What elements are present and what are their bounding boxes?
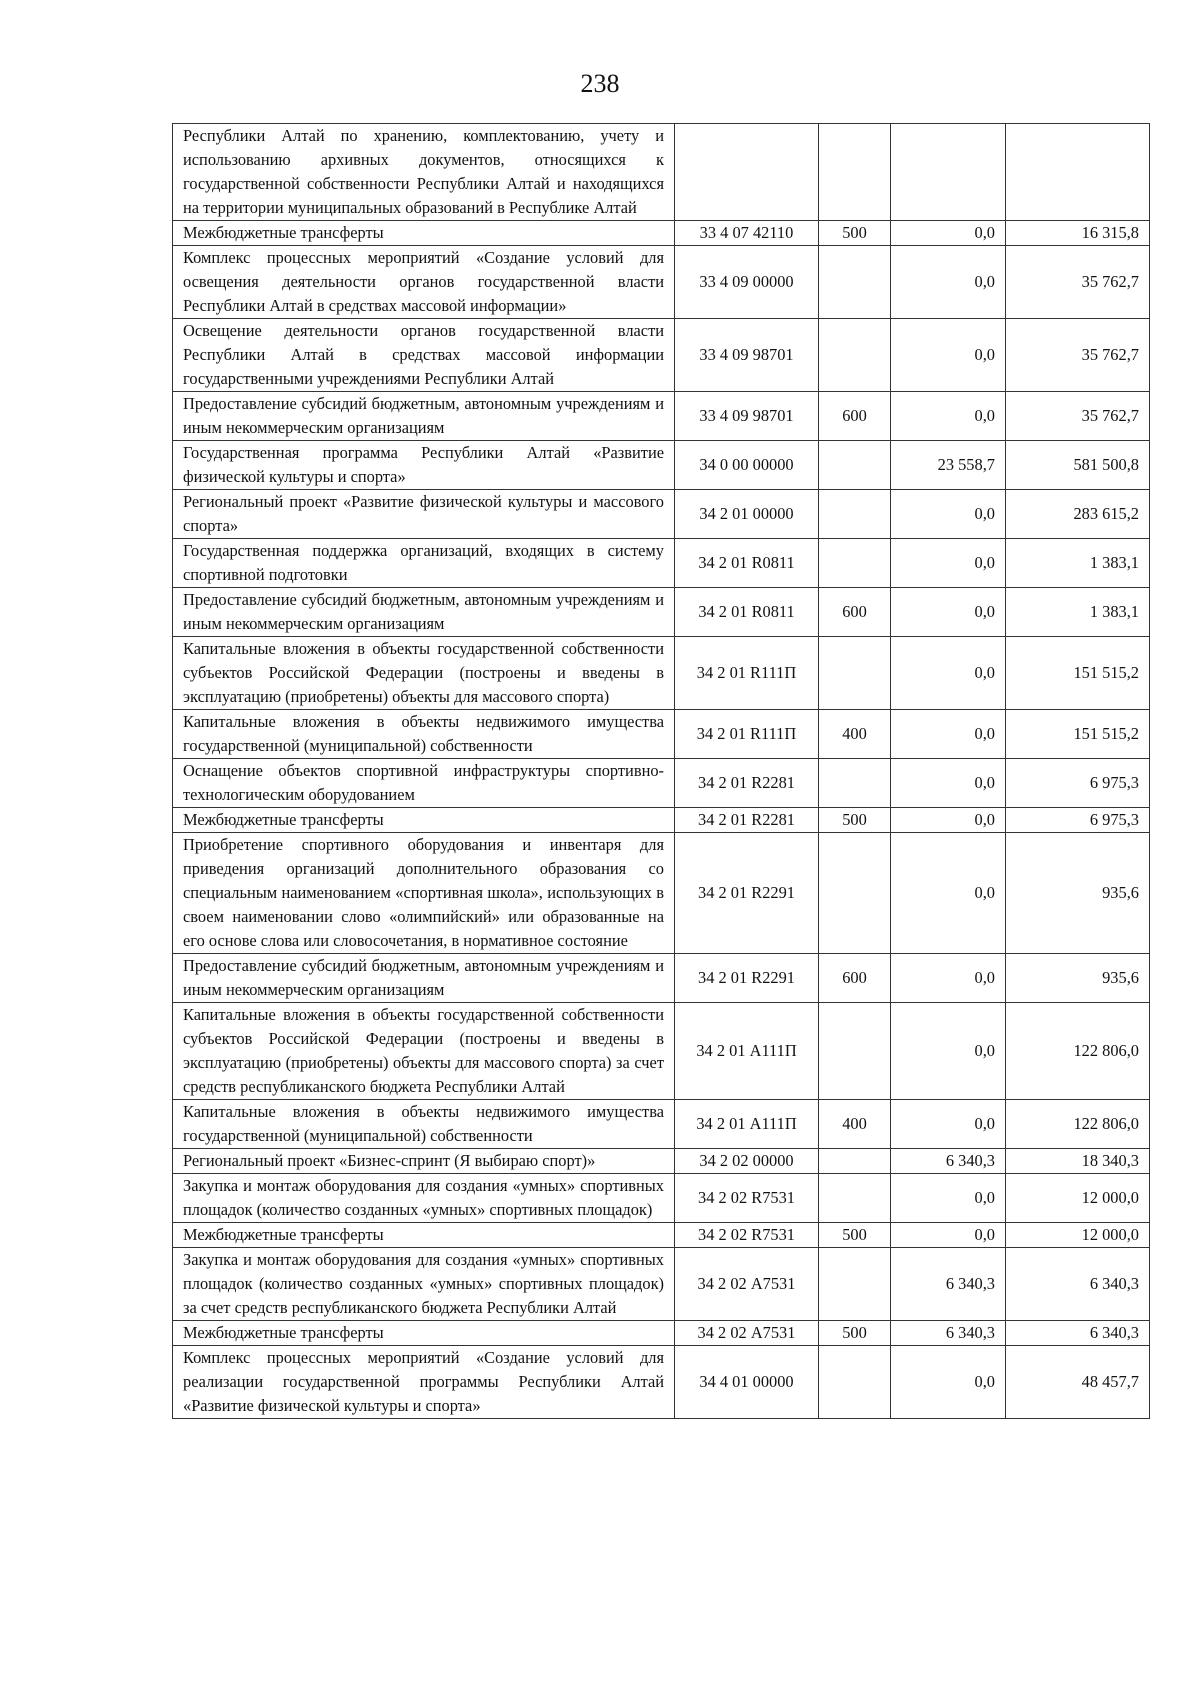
row-amount-1-cell: 0,0 [891, 954, 1006, 1003]
row-name-cell: Предоставление субсидий бюджетным, автономным учреждениям и иным некоммерческим организациям [173, 588, 675, 637]
row-amount-1-cell: 0,0 [891, 759, 1006, 808]
row-amount-1-cell: 23 558,7 [891, 441, 1006, 490]
row-code-cell: 33 4 07 42110 [675, 221, 819, 246]
row-amount-2-cell: 283 615,2 [1006, 490, 1150, 539]
table-row [173, 319, 1150, 392]
row-amount-2-cell: 935,6 [1006, 954, 1150, 1003]
row-amount-2-cell: 122 806,0 [1006, 1003, 1150, 1100]
row-expense-type-cell: 600 [819, 392, 891, 441]
row-expense-type-cell [819, 1248, 891, 1321]
row-amount-2-cell: 16 315,8 [1006, 221, 1150, 246]
table-row [173, 490, 1150, 539]
table-row [173, 759, 1150, 808]
page-number: 238 [580, 69, 620, 98]
row-amount-2-cell: 18 340,3 [1006, 1149, 1150, 1174]
row-amount-1-cell: 6 340,3 [891, 1149, 1006, 1174]
row-code-cell: 34 2 02 А7531 [675, 1248, 819, 1321]
row-expense-type-cell [819, 637, 891, 710]
table-row [173, 1003, 1150, 1100]
row-amount-2-cell: 35 762,7 [1006, 319, 1150, 392]
row-expense-type-cell: 500 [819, 1321, 891, 1346]
row-code-cell: 34 0 00 00000 [675, 441, 819, 490]
row-amount-2-cell: 1 383,1 [1006, 539, 1150, 588]
row-name-cell: Межбюджетные трансферты [173, 1321, 675, 1346]
row-name-cell: Закупка и монтаж оборудования для создания «умных» спортивных площадок (количество созданных «умных» спортивных площадок) за счет средств республиканского бюджета Республики Алтай [173, 1248, 675, 1321]
row-code-cell: 33 4 09 98701 [675, 319, 819, 392]
table-row [173, 1248, 1150, 1321]
row-amount-1-cell: 6 340,3 [891, 1248, 1006, 1321]
row-amount-2-cell: 35 762,7 [1006, 392, 1150, 441]
row-name-cell: Капитальные вложения в объекты недвижимого имущества государственной (муниципальной) собственности [173, 1100, 675, 1149]
row-name-cell: Закупка и монтаж оборудования для создания «умных» спортивных площадок (количество созданных «умных» спортивных площадок) [173, 1174, 675, 1223]
row-amount-1-cell: 0,0 [891, 1100, 1006, 1149]
row-expense-type-cell: 500 [819, 221, 891, 246]
table-row [173, 954, 1150, 1003]
row-amount-2-cell: 1 383,1 [1006, 588, 1150, 637]
row-code-cell: 34 2 01 R0811 [675, 588, 819, 637]
row-code-cell: 34 2 01 R111П [675, 710, 819, 759]
table-row [173, 221, 1150, 246]
table-row [173, 637, 1150, 710]
budget-table-body [173, 124, 1150, 1419]
row-expense-type-cell: 600 [819, 954, 891, 1003]
table-row [173, 392, 1150, 441]
row-expense-type-cell [819, 1174, 891, 1223]
table-row [173, 441, 1150, 490]
row-expense-type-cell [819, 1003, 891, 1100]
row-name-cell: Межбюджетные трансферты [173, 221, 675, 246]
row-amount-1-cell: 0,0 [891, 1003, 1006, 1100]
row-expense-type-cell [819, 1346, 891, 1419]
row-amount-2-cell: 12 000,0 [1006, 1174, 1150, 1223]
row-expense-type-cell: 600 [819, 588, 891, 637]
row-code-cell: 34 2 01 R0811 [675, 539, 819, 588]
row-code-cell: 34 2 01 R111П [675, 637, 819, 710]
row-code-cell: 34 2 02 R7531 [675, 1174, 819, 1223]
row-amount-1-cell: 0,0 [891, 221, 1006, 246]
table-row [173, 833, 1150, 954]
row-expense-type-cell [819, 441, 891, 490]
row-expense-type-cell [819, 246, 891, 319]
row-amount-1-cell: 0,0 [891, 246, 1006, 319]
row-name-cell: Региональный проект «Развитие физической культуры и массового спорта» [173, 490, 675, 539]
table-row [173, 124, 1150, 221]
row-code-cell: 34 2 01 R2291 [675, 833, 819, 954]
row-code-cell: 34 2 01 00000 [675, 490, 819, 539]
row-name-cell: Межбюджетные трансферты [173, 808, 675, 833]
row-amount-2-cell: 6 340,3 [1006, 1321, 1150, 1346]
table-row [173, 246, 1150, 319]
row-amount-1-cell [891, 124, 1006, 221]
row-amount-1-cell: 0,0 [891, 1174, 1006, 1223]
row-amount-1-cell: 0,0 [891, 1223, 1006, 1248]
row-code-cell: 34 2 01 R2291 [675, 954, 819, 1003]
row-expense-type-cell: 400 [819, 710, 891, 759]
row-name-cell: Капитальные вложения в объекты государственной собственности субъектов Российской Федерации (построены и введены в эксплуатацию (приобретены) объекты для массового спорта) за счет средств республиканского бюджета Республики Алтай [173, 1003, 675, 1100]
row-expense-type-cell [819, 539, 891, 588]
row-amount-2-cell: 935,6 [1006, 833, 1150, 954]
row-amount-1-cell: 0,0 [891, 833, 1006, 954]
table-row [173, 710, 1150, 759]
row-amount-1-cell: 0,0 [891, 539, 1006, 588]
row-code-cell: 34 2 01 R2281 [675, 808, 819, 833]
row-name-cell: Капитальные вложения в объекты государственной собственности субъектов Российской Федерации (построены и введены в эксплуатацию (приобретены) объекты для массового спорта) [173, 637, 675, 710]
row-amount-1-cell: 0,0 [891, 710, 1006, 759]
row-code-cell: 33 4 09 00000 [675, 246, 819, 319]
row-name-cell: Комплекс процессных мероприятий «Создание условий для реализации государственной программы Республики Алтай «Развитие физической культуры и спорта» [173, 1346, 675, 1419]
row-expense-type-cell: 500 [819, 1223, 891, 1248]
row-expense-type-cell [819, 1149, 891, 1174]
row-expense-type-cell [819, 319, 891, 392]
row-amount-2-cell: 151 515,2 [1006, 637, 1150, 710]
row-code-cell: 33 4 09 98701 [675, 392, 819, 441]
row-name-cell: Республики Алтай по хранению, комплектованию, учету и использованию архивных документов, относящихся к государственной собственности Республики Алтай и находящихся на территории муниципальных образований в Республике Алтай [173, 124, 675, 221]
row-name-cell: Предоставление субсидий бюджетным, автономным учреждениям и иным некоммерческим организациям [173, 954, 675, 1003]
table-row [173, 1174, 1150, 1223]
row-code-cell: 34 2 02 00000 [675, 1149, 819, 1174]
row-amount-1-cell: 0,0 [891, 392, 1006, 441]
row-code-cell: 34 2 01 R2281 [675, 759, 819, 808]
row-amount-1-cell: 0,0 [891, 319, 1006, 392]
table-row [173, 1149, 1150, 1174]
row-amount-1-cell: 0,0 [891, 637, 1006, 710]
row-amount-1-cell: 0,0 [891, 1346, 1006, 1419]
row-amount-1-cell: 0,0 [891, 588, 1006, 637]
row-name-cell: Приобретение спортивного оборудования и инвентаря для приведения организаций дополнительного образования со специальным наименованием «спортивная школа», использующих в своем наименовании слово «олимпийский» или образованные на его основе слова или словосочетания, в нормативное состояние [173, 833, 675, 954]
row-amount-2-cell: 12 000,0 [1006, 1223, 1150, 1248]
row-amount-1-cell: 6 340,3 [891, 1321, 1006, 1346]
row-code-cell: 34 2 02 А7531 [675, 1321, 819, 1346]
row-expense-type-cell [819, 490, 891, 539]
row-name-cell: Государственная программа Республики Алтай «Развитие физической культуры и спорта» [173, 441, 675, 490]
row-expense-type-cell: 500 [819, 808, 891, 833]
row-expense-type-cell [819, 833, 891, 954]
row-code-cell: 34 2 01 А111П [675, 1003, 819, 1100]
row-amount-1-cell: 0,0 [891, 808, 1006, 833]
row-expense-type-cell: 400 [819, 1100, 891, 1149]
row-amount-2-cell: 581 500,8 [1006, 441, 1150, 490]
row-name-cell: Региональный проект «Бизнес-спринт (Я выбираю спорт)» [173, 1149, 675, 1174]
row-name-cell: Государственная поддержка организаций, входящих в систему спортивной подготовки [173, 539, 675, 588]
row-code-cell: 34 2 02 R7531 [675, 1223, 819, 1248]
row-name-cell: Освещение деятельности органов государственной власти Республики Алтай в средствах массовой информации государственными учреждениями Республики Алтай [173, 319, 675, 392]
table-row [173, 1223, 1150, 1248]
row-name-cell: Межбюджетные трансферты [173, 1223, 675, 1248]
row-code-cell: 34 2 01 А111П [675, 1100, 819, 1149]
row-expense-type-cell [819, 124, 891, 221]
table-row [173, 1346, 1150, 1419]
row-name-cell: Комплекс процессных мероприятий «Создание условий для освещения деятельности органов государственной власти Республики Алтай в средствах массовой информации» [173, 246, 675, 319]
row-code-cell [675, 124, 819, 221]
row-name-cell: Предоставление субсидий бюджетным, автономным учреждениям и иным некоммерческим организациям [173, 392, 675, 441]
row-name-cell: Капитальные вложения в объекты недвижимого имущества государственной (муниципальной) собственности [173, 710, 675, 759]
row-amount-2-cell: 6 340,3 [1006, 1248, 1150, 1321]
row-amount-2-cell: 6 975,3 [1006, 759, 1150, 808]
table-row [173, 808, 1150, 833]
table-row [173, 588, 1150, 637]
row-expense-type-cell [819, 759, 891, 808]
row-amount-2-cell: 48 457,7 [1006, 1346, 1150, 1419]
row-amount-1-cell: 0,0 [891, 490, 1006, 539]
table-row [173, 1100, 1150, 1149]
row-amount-2-cell [1006, 124, 1150, 221]
row-code-cell: 34 4 01 00000 [675, 1346, 819, 1419]
row-name-cell: Оснащение объектов спортивной инфраструктуры спортивно-технологическим оборудованием [173, 759, 675, 808]
table-row [173, 539, 1150, 588]
table-row [173, 1321, 1150, 1346]
row-amount-2-cell: 35 762,7 [1006, 246, 1150, 319]
row-amount-2-cell: 6 975,3 [1006, 808, 1150, 833]
row-amount-2-cell: 151 515,2 [1006, 710, 1150, 759]
row-amount-2-cell: 122 806,0 [1006, 1100, 1150, 1149]
budget-table [172, 123, 1150, 1419]
